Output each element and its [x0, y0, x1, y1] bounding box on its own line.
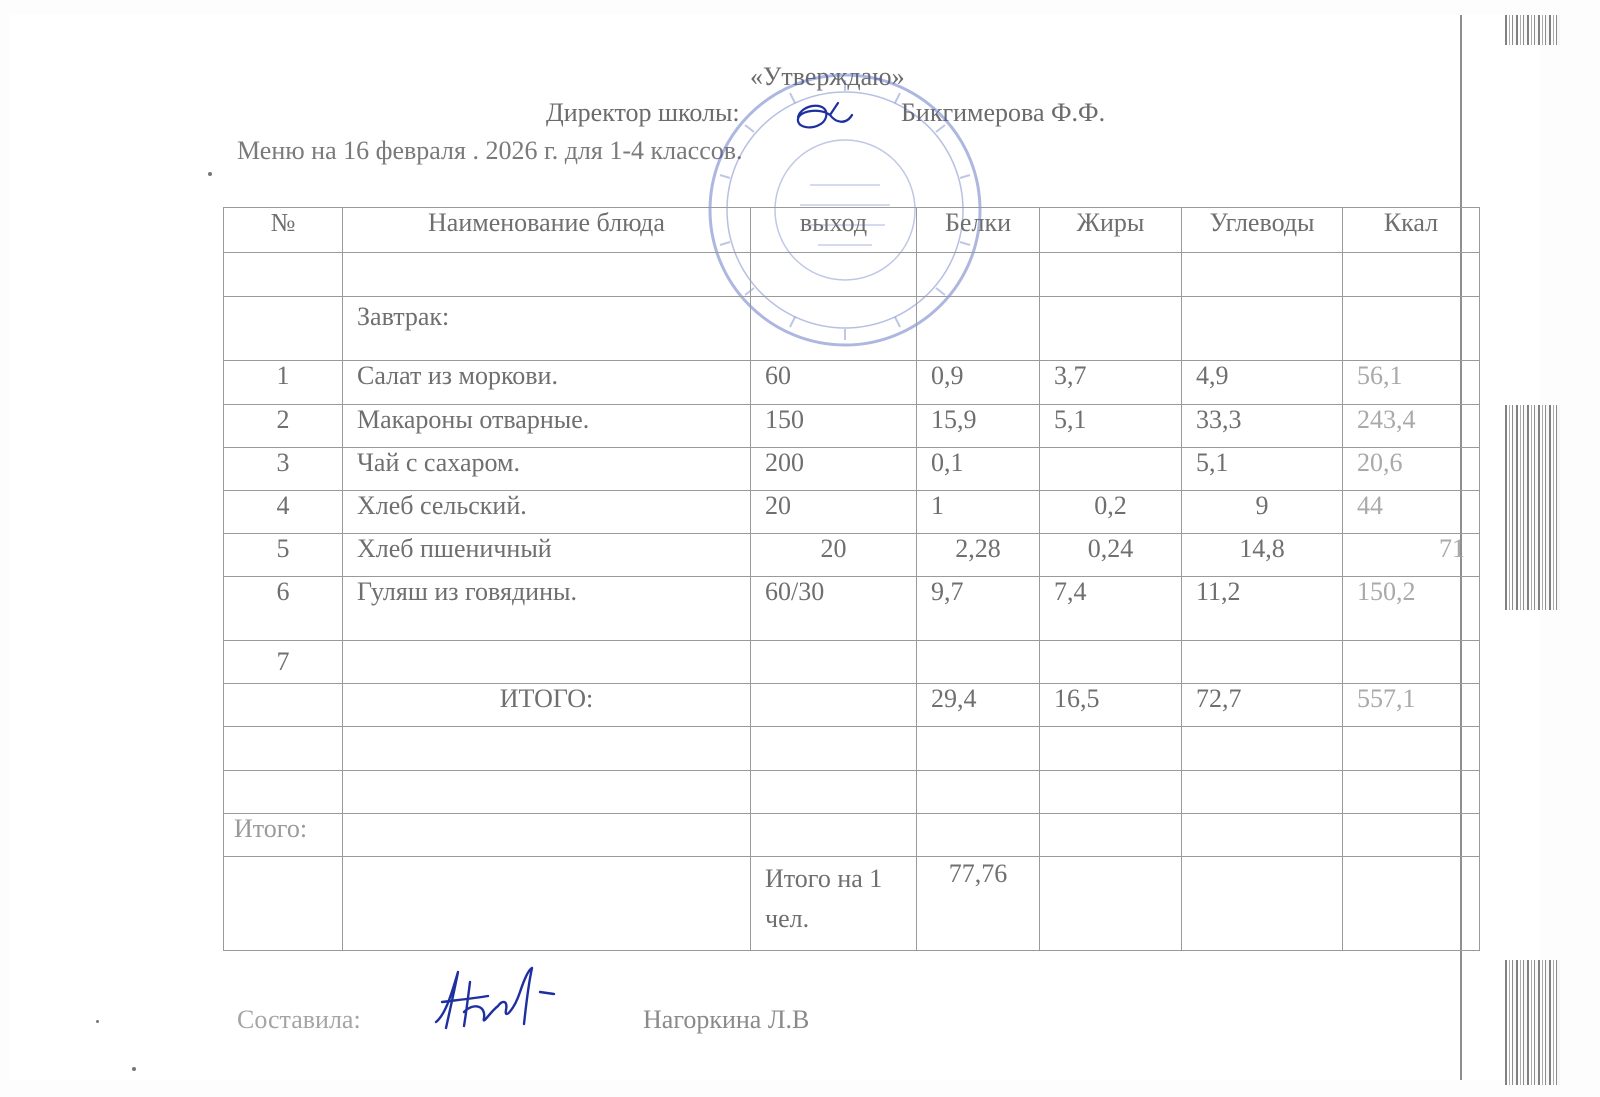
- dish-name: Хлеб сельский.: [343, 491, 751, 534]
- scan-artifact-bottom: [1505, 960, 1560, 1085]
- table-row-empty: [224, 727, 1480, 771]
- dish-name: Хлеб пшеничный: [343, 534, 751, 577]
- row-number: 4: [224, 491, 343, 534]
- dish-protein: 1: [917, 491, 1040, 534]
- row-number: 3: [224, 448, 343, 491]
- scan-speck: [208, 172, 212, 176]
- subtotal-kcal: 557,1: [1343, 684, 1480, 727]
- table-row: [224, 405, 1480, 448]
- dish-yield: 20: [751, 491, 917, 534]
- row-number: 5: [224, 534, 343, 577]
- dish-carbs: 14,8: [1182, 534, 1343, 577]
- subtotal-carbs: 72,7: [1182, 684, 1343, 727]
- scan-speck: [96, 1020, 99, 1023]
- column-header-yield: выход: [751, 208, 917, 253]
- table-header-row: [224, 208, 1480, 253]
- dish-kcal: [1343, 641, 1480, 684]
- table-row: [224, 577, 1480, 641]
- approval-label: «Утверждаю»: [750, 62, 905, 91]
- dish-carbs: 5,1: [1182, 448, 1343, 491]
- scan-artifact-middle: [1505, 405, 1560, 610]
- dish-protein: [917, 641, 1040, 684]
- table-row: [224, 491, 1480, 534]
- column-header-dish-name: Наименование блюда: [343, 208, 751, 253]
- subtotal-label: ИТОГО:: [343, 684, 751, 727]
- subtotal-protein: 29,4: [917, 684, 1040, 727]
- column-header-number: №: [224, 208, 343, 253]
- per-person-label: Итого на 1 чел.: [751, 857, 917, 951]
- column-header-carbs: Углеводы: [1182, 208, 1343, 253]
- dish-fat: 3,7: [1040, 361, 1182, 405]
- subtotal-fat: 16,5: [1040, 684, 1182, 727]
- dish-fat: 5,1: [1040, 405, 1182, 448]
- table-row-empty: [224, 253, 1480, 297]
- dish-protein: 0,9: [917, 361, 1040, 405]
- menu-title: Меню на 16 февраля . 2026 г. для 1-4 классов.: [237, 136, 743, 165]
- dish-fat: [1040, 448, 1182, 491]
- dish-kcal: 20,6: [1343, 448, 1480, 491]
- dish-protein: 15,9: [917, 405, 1040, 448]
- subtotal-row: [224, 684, 1480, 727]
- column-header-kcal: Ккал: [1343, 208, 1480, 253]
- per-person-value: 77,76: [917, 857, 1040, 951]
- dish-kcal: 71: [1343, 534, 1480, 577]
- dish-name: Макароны отварные.: [343, 405, 751, 448]
- table-row: [224, 361, 1480, 405]
- dish-kcal: 56,1: [1343, 361, 1480, 405]
- dish-protein: 0,1: [917, 448, 1040, 491]
- menu-table: [223, 207, 1480, 951]
- dish-carbs: 4,9: [1182, 361, 1343, 405]
- dish-name: Гуляш из говядины.: [343, 577, 751, 641]
- dish-yield: 150: [751, 405, 917, 448]
- compiled-name: Нагоркина Л.В: [643, 1005, 810, 1034]
- dish-kcal: 44: [1343, 491, 1480, 534]
- director-label: Директор школы:: [546, 98, 740, 127]
- per-person-row: [224, 857, 1480, 951]
- dish-name: Салат из моркови.: [343, 361, 751, 405]
- dish-carbs: 33,3: [1182, 405, 1343, 448]
- dish-protein: 2,28: [917, 534, 1040, 577]
- dish-yield: 60: [751, 361, 917, 405]
- scan-artifact-top: [1505, 15, 1560, 45]
- row-number: 6: [224, 577, 343, 641]
- dish-fat: [1040, 641, 1182, 684]
- dish-yield: [751, 641, 917, 684]
- dish-carbs: 9: [1182, 491, 1343, 534]
- dish-fat: 0,24: [1040, 534, 1182, 577]
- table-row: [224, 534, 1480, 577]
- director-name: Бикгимерова Ф.Ф.: [901, 98, 1106, 127]
- dish-yield: 60/30: [751, 577, 917, 641]
- scan-speck: [132, 1067, 136, 1071]
- dish-fat: 7,4: [1040, 577, 1182, 641]
- dish-name: [343, 641, 751, 684]
- dish-protein: 9,7: [917, 577, 1040, 641]
- table-row-empty: [224, 771, 1480, 814]
- total-label: Итого:: [224, 814, 343, 857]
- section-title: Завтрак:: [343, 297, 751, 361]
- table-row: [224, 641, 1480, 684]
- dish-kcal: 243,4: [1343, 405, 1480, 448]
- dish-kcal: 150,2: [1343, 577, 1480, 641]
- column-header-protein: Белки: [917, 208, 1040, 253]
- row-number: 2: [224, 405, 343, 448]
- compiler-signature: [428, 962, 568, 1037]
- table-row-section: [224, 297, 1480, 361]
- dish-name: Чай с сахаром.: [343, 448, 751, 491]
- row-number: 1: [224, 361, 343, 405]
- compiled-label: Составила:: [237, 1005, 361, 1034]
- dish-yield: 20: [751, 534, 917, 577]
- total-row: [224, 814, 1480, 857]
- dish-carbs: 11,2: [1182, 577, 1343, 641]
- dish-fat: 0,2: [1040, 491, 1182, 534]
- column-header-fat: Жиры: [1040, 208, 1182, 253]
- dish-yield: 200: [751, 448, 917, 491]
- row-number: 7: [224, 641, 343, 684]
- dish-carbs: [1182, 641, 1343, 684]
- table-row: [224, 448, 1480, 491]
